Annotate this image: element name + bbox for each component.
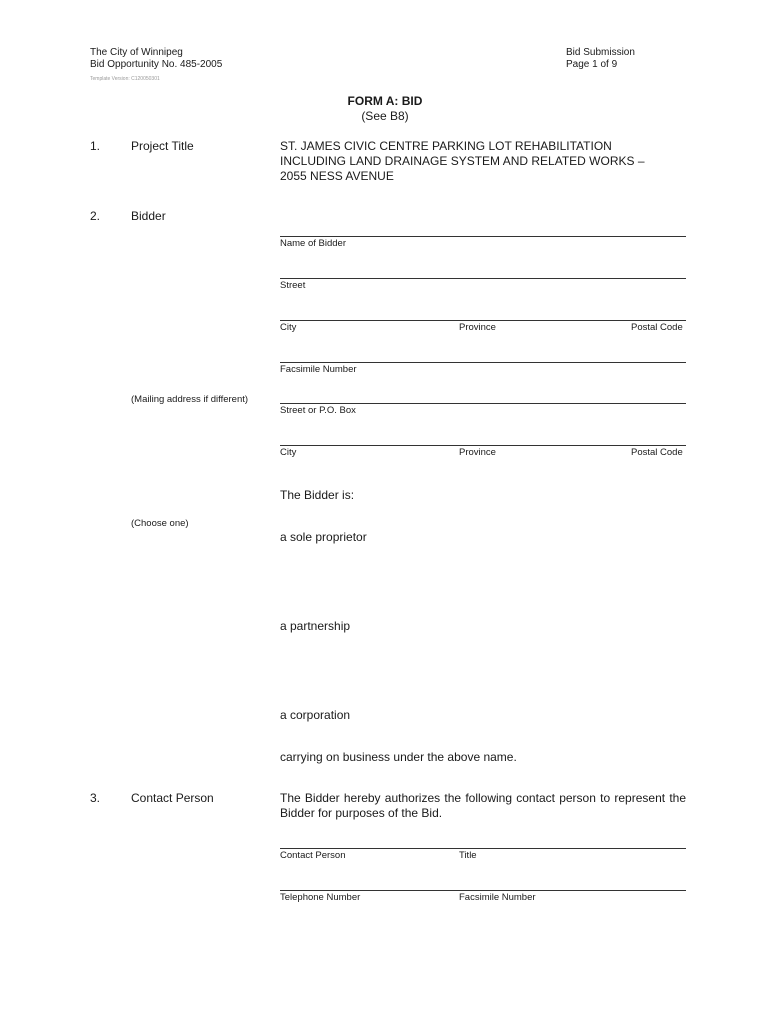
section2-number: 2. bbox=[90, 209, 101, 223]
province-label-2: Province bbox=[459, 447, 496, 458]
city-label: City bbox=[280, 322, 297, 333]
section1-label: Project Title bbox=[131, 139, 194, 153]
telephone-facsimile-line[interactable] bbox=[280, 890, 686, 891]
street-po-box-line[interactable] bbox=[280, 403, 686, 404]
contact-person-title-line[interactable] bbox=[280, 848, 686, 849]
project-title-line3: 2055 NESS AVENUE bbox=[280, 169, 394, 183]
project-title-line1: ST. JAMES CIVIC CENTRE PARKING LOT REHABILITATION bbox=[280, 139, 612, 153]
section1-number: 1. bbox=[90, 139, 101, 153]
province-label: Province bbox=[459, 322, 496, 333]
section3-number: 3. bbox=[90, 791, 101, 805]
form-subtitle: (See B8) bbox=[361, 109, 409, 123]
street-label: Street bbox=[280, 280, 306, 291]
header-left bbox=[90, 47, 222, 71]
carrying-on-text: carrying on business under the above name. bbox=[280, 750, 517, 764]
street-po-box-label: Street or P.O. Box bbox=[280, 405, 356, 416]
option-corporation[interactable]: a corporation bbox=[280, 708, 351, 722]
header-page-number: Page 1 of 9 bbox=[566, 59, 618, 70]
project-title-text bbox=[280, 139, 690, 184]
contact-person-label: Contact Person bbox=[280, 850, 346, 861]
template-version: Template Version: C120050301 bbox=[90, 76, 160, 82]
section3-label: Contact Person bbox=[131, 791, 214, 805]
postal-code-label: Postal Code bbox=[631, 322, 683, 333]
city-province-postal-line-2[interactable] bbox=[280, 445, 686, 446]
bidder-is-text: The Bidder is: bbox=[280, 488, 355, 502]
facsimile-line[interactable] bbox=[280, 362, 686, 363]
header-bid-submission: Bid Submission bbox=[566, 47, 635, 58]
choose-one-note: (Choose one) bbox=[131, 518, 189, 529]
title-label: Title bbox=[459, 850, 477, 861]
option-partnership[interactable]: a partnership bbox=[280, 619, 351, 633]
name-of-bidder-line[interactable] bbox=[280, 236, 686, 237]
name-of-bidder-label: Name of Bidder bbox=[280, 238, 347, 249]
facsimile-label: Facsimile Number bbox=[280, 364, 357, 375]
street-line[interactable] bbox=[280, 278, 686, 279]
section2-label: Bidder bbox=[131, 209, 166, 223]
project-title-line2: INCLUDING LAND DRAINAGE SYSTEM AND RELATED WORKS – bbox=[280, 154, 645, 168]
postal-code-label-2: Postal Code bbox=[631, 447, 683, 458]
header-bid-opportunity: Bid Opportunity No. 485-2005 bbox=[90, 59, 223, 70]
option-sole-proprietor[interactable]: a sole proprietor bbox=[280, 530, 367, 544]
form-title: FORM A: BID bbox=[347, 94, 423, 108]
contact-facsimile-label: Facsimile Number bbox=[459, 892, 536, 903]
header-org: The City of Winnipeg bbox=[90, 47, 183, 58]
city-label-2: City bbox=[280, 447, 297, 458]
mailing-note: (Mailing address if different) bbox=[131, 394, 249, 405]
city-province-postal-line[interactable] bbox=[280, 320, 686, 321]
telephone-number-label: Telephone Number bbox=[280, 892, 361, 903]
contact-authorization-text: The Bidder hereby authorizes the following contact person to represent the Bidder for purposes of the Bid. bbox=[280, 791, 686, 820]
header-right bbox=[566, 47, 635, 71]
